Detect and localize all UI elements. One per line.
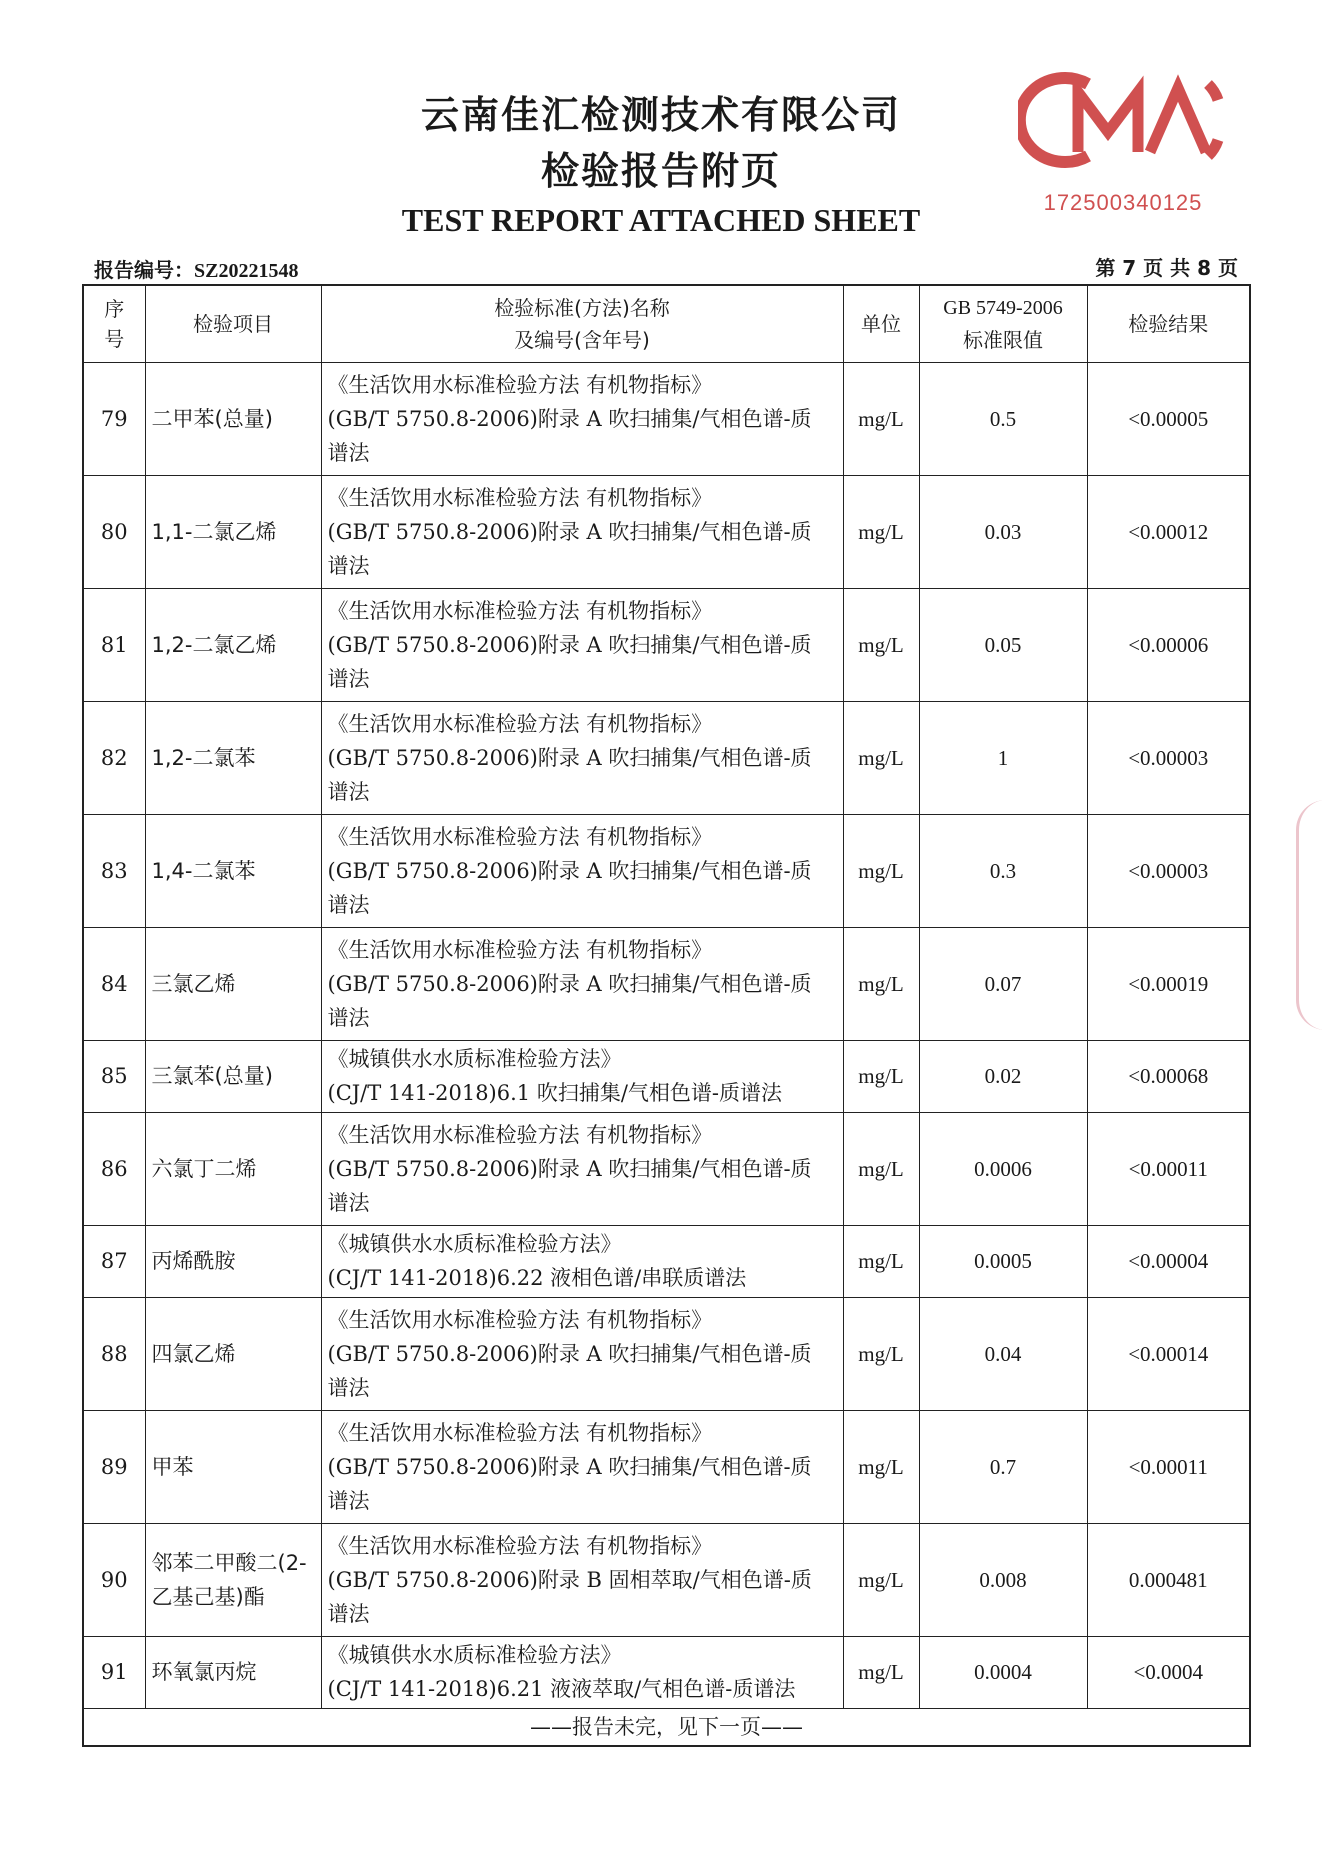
test-method [321,588,843,701]
standard-limit: 0.07 [919,927,1087,1040]
test-item: 三氯乙烯 [145,927,321,1040]
test-method-line: 谱法 [327,1601,370,1626]
test-method-line: 谱法 [327,666,370,691]
row-number: 80 [83,475,145,588]
test-method-line: 谱法 [327,892,370,917]
test-result: <0.00011 [1087,1410,1250,1523]
table-footer-row [83,1708,1250,1746]
row-number: 91 [83,1636,145,1708]
test-item: 1,4-二氯苯 [145,814,321,927]
unit: mg/L [843,1040,919,1112]
test-result: <0.00005 [1087,362,1250,475]
row-number: 83 [83,814,145,927]
unit: mg/L [843,1523,919,1636]
test-method-line: (CJ/T 141-2018)6.21 液液萃取/气相色谱-质谱法 [327,1677,796,1701]
standard-limit: 0.008 [919,1523,1087,1636]
test-method-line: 《生活饮用水标准检验方法 有机物指标》 [327,1307,713,1332]
test-item: 丙烯酰胺 [145,1225,321,1297]
test-method-line: (GB/T 5750.8-2006)附录 B 固相萃取/气相色谱-质 [327,1567,812,1592]
test-method-line: (CJ/T 141-2018)6.1 吹扫捕集/气相色谱-质谱法 [327,1081,782,1105]
standard-limit: 0.04 [919,1297,1087,1410]
test-item: 邻苯二甲酸二(2-乙基己基)酯 [145,1523,321,1636]
table-row [83,1636,1250,1708]
header-method-line2: 及编号(含年号) [514,327,650,352]
standard-limit: 0.02 [919,1040,1087,1112]
table-row [83,1410,1250,1523]
cma-number: 172500340125 [1043,190,1203,215]
test-result: <0.00014 [1087,1297,1250,1410]
standard-limit: 0.5 [919,362,1087,475]
test-result: <0.00006 [1087,588,1250,701]
table-row [83,1040,1250,1112]
test-result: <0.0004 [1087,1636,1250,1708]
unit: mg/L [843,1636,919,1708]
test-item: 三氯苯(总量) [145,1040,321,1112]
report-title: 检验报告附页 [540,149,781,193]
test-method-line: 《生活饮用水标准检验方法 有机物指标》 [327,937,713,962]
test-method-line: (CJ/T 141-2018)6.22 液相色谱/串联质谱法 [327,1266,747,1290]
report-number-value: SZ20221548 [194,260,299,282]
unit: mg/L [843,927,919,1040]
table-row [83,362,1250,475]
standard-limit: 0.3 [919,814,1087,927]
table-row [83,701,1250,814]
row-number: 87 [83,1225,145,1297]
test-method-line: 《生活饮用水标准检验方法 有机物指标》 [327,824,713,849]
test-method-line: (GB/T 5750.8-2006)附录 A 吹扫捕集/气相色谱-质 [327,1156,812,1181]
row-number: 85 [83,1040,145,1112]
test-method-line: 《城镇供水水质标准检验方法》 [327,1643,622,1667]
unit: mg/L [843,1297,919,1410]
test-method-line: 谱法 [327,779,370,804]
test-result: <0.00012 [1087,475,1250,588]
table-row [83,1523,1250,1636]
header-item: 检验项目 [145,285,321,362]
test-method [321,1636,843,1708]
header-unit: 单位 [843,285,919,362]
row-number: 90 [83,1523,145,1636]
header-limit-line1: GB 5749-2006 [943,296,1063,319]
test-item: 六氯丁二烯 [145,1112,321,1225]
test-method-line: 《生活饮用水标准检验方法 有机物指标》 [327,1420,713,1445]
test-method [321,1523,843,1636]
test-method [321,1112,843,1225]
test-result: <0.00019 [1087,927,1250,1040]
test-item: 环氧氯丙烷 [145,1636,321,1708]
test-method [321,1040,843,1112]
unit: mg/L [843,814,919,927]
test-result: 0.000481 [1087,1523,1250,1636]
cma-logo [1018,70,1228,170]
row-number: 82 [83,701,145,814]
test-result: <0.00011 [1087,1112,1250,1225]
table-row [83,1225,1250,1297]
stamp-edge [1296,800,1322,1030]
table-row [83,475,1250,588]
table-header-row [83,285,1250,362]
test-method [321,814,843,927]
standard-limit: 0.05 [919,588,1087,701]
row-number: 86 [83,1112,145,1225]
table-row [83,1297,1250,1410]
page-info: 第 7 页 共 8 页 [1095,256,1238,280]
unit: mg/L [843,475,919,588]
test-method-line: 谱法 [327,553,370,578]
standard-limit: 0.03 [919,475,1087,588]
test-method-line: (GB/T 5750.8-2006)附录 A 吹扫捕集/气相色谱-质 [327,1454,812,1479]
test-method-line: (GB/T 5750.8-2006)附录 A 吹扫捕集/气相色谱-质 [327,519,812,544]
header-method-line1: 检验标准(方法)名称 [494,295,670,320]
test-method-line: 《生活饮用水标准检验方法 有机物指标》 [327,598,713,623]
test-method [321,362,843,475]
test-method-line: (GB/T 5750.8-2006)附录 A 吹扫捕集/气相色谱-质 [327,1341,812,1366]
test-method-line: (GB/T 5750.8-2006)附录 A 吹扫捕集/气相色谱-质 [327,745,812,770]
table-row [83,588,1250,701]
test-method-line: 谱法 [327,1488,370,1513]
test-item: 1,1-二氯乙烯 [145,475,321,588]
test-item: 甲苯 [145,1410,321,1523]
test-method-line: 谱法 [327,1375,370,1400]
unit: mg/L [843,588,919,701]
header-limit [919,285,1087,362]
report-number [94,254,298,283]
test-method-line: 《生活饮用水标准检验方法 有机物指标》 [327,485,713,510]
standard-limit: 0.0006 [919,1112,1087,1225]
test-method-line: (GB/T 5750.8-2006)附录 A 吹扫捕集/气相色谱-质 [327,971,812,996]
test-item: 二甲苯(总量) [145,362,321,475]
unit: mg/L [843,1112,919,1225]
header-result: 检验结果 [1087,285,1250,362]
test-method-line: 《生活饮用水标准检验方法 有机物指标》 [327,372,713,397]
report-number-label: 报告编号： [94,260,194,282]
test-method [321,927,843,1040]
test-method-line: 《生活饮用水标准检验方法 有机物指标》 [327,1122,713,1147]
test-method-line: (GB/T 5750.8-2006)附录 A 吹扫捕集/气相色谱-质 [327,632,812,657]
row-number: 79 [83,362,145,475]
test-method [321,475,843,588]
header-no: 序号 [83,285,145,362]
test-result: <0.00003 [1087,701,1250,814]
test-item: 1,2-二氯苯 [145,701,321,814]
table-row [83,927,1250,1040]
unit: mg/L [843,701,919,814]
test-method-line: 谱法 [327,1190,370,1215]
row-number: 81 [83,588,145,701]
table-body [83,362,1250,1708]
table-row [83,1112,1250,1225]
test-method-line: 《生活饮用水标准检验方法 有机物指标》 [327,711,713,736]
test-result: <0.00003 [1087,814,1250,927]
unit: mg/L [843,362,919,475]
row-number: 88 [83,1297,145,1410]
standard-limit: 1 [919,701,1087,814]
standard-limit: 0.0004 [919,1636,1087,1708]
test-method [321,1410,843,1523]
test-method-line: 《城镇供水水质标准检验方法》 [327,1232,622,1256]
row-number: 84 [83,927,145,1040]
test-item: 四氯乙烯 [145,1297,321,1410]
header-limit-line2: 标准限值 [963,327,1043,352]
standard-limit: 0.0005 [919,1225,1087,1297]
test-method-line: 《生活饮用水标准检验方法 有机物指标》 [327,1533,713,1558]
company-name: 云南佳汇检测技术有限公司 [420,93,901,137]
test-item: 1,2-二氯乙烯 [145,588,321,701]
results-table [82,284,1251,1747]
unit: mg/L [843,1225,919,1297]
test-result: <0.00004 [1087,1225,1250,1297]
test-method-line: (GB/T 5750.8-2006)附录 A 吹扫捕集/气相色谱-质 [327,858,812,883]
test-method [321,1297,843,1410]
test-method [321,1225,843,1297]
standard-limit: 0.7 [919,1410,1087,1523]
test-result: <0.00068 [1087,1040,1250,1112]
report-continued-note: ——报告未完，见下一页—— [83,1708,1250,1746]
header-method [321,285,843,362]
table-row [83,814,1250,927]
row-number: 89 [83,1410,145,1523]
test-method-line: 谱法 [327,440,370,465]
test-method-line: 《城镇供水水质标准检验方法》 [327,1047,622,1071]
test-method-line: 谱法 [327,1005,370,1030]
test-method [321,701,843,814]
unit: mg/L [843,1410,919,1523]
test-method-line: (GB/T 5750.8-2006)附录 A 吹扫捕集/气相色谱-质 [327,406,812,431]
report-title-en: TEST REPORT ATTACHED SHEET [401,202,921,238]
